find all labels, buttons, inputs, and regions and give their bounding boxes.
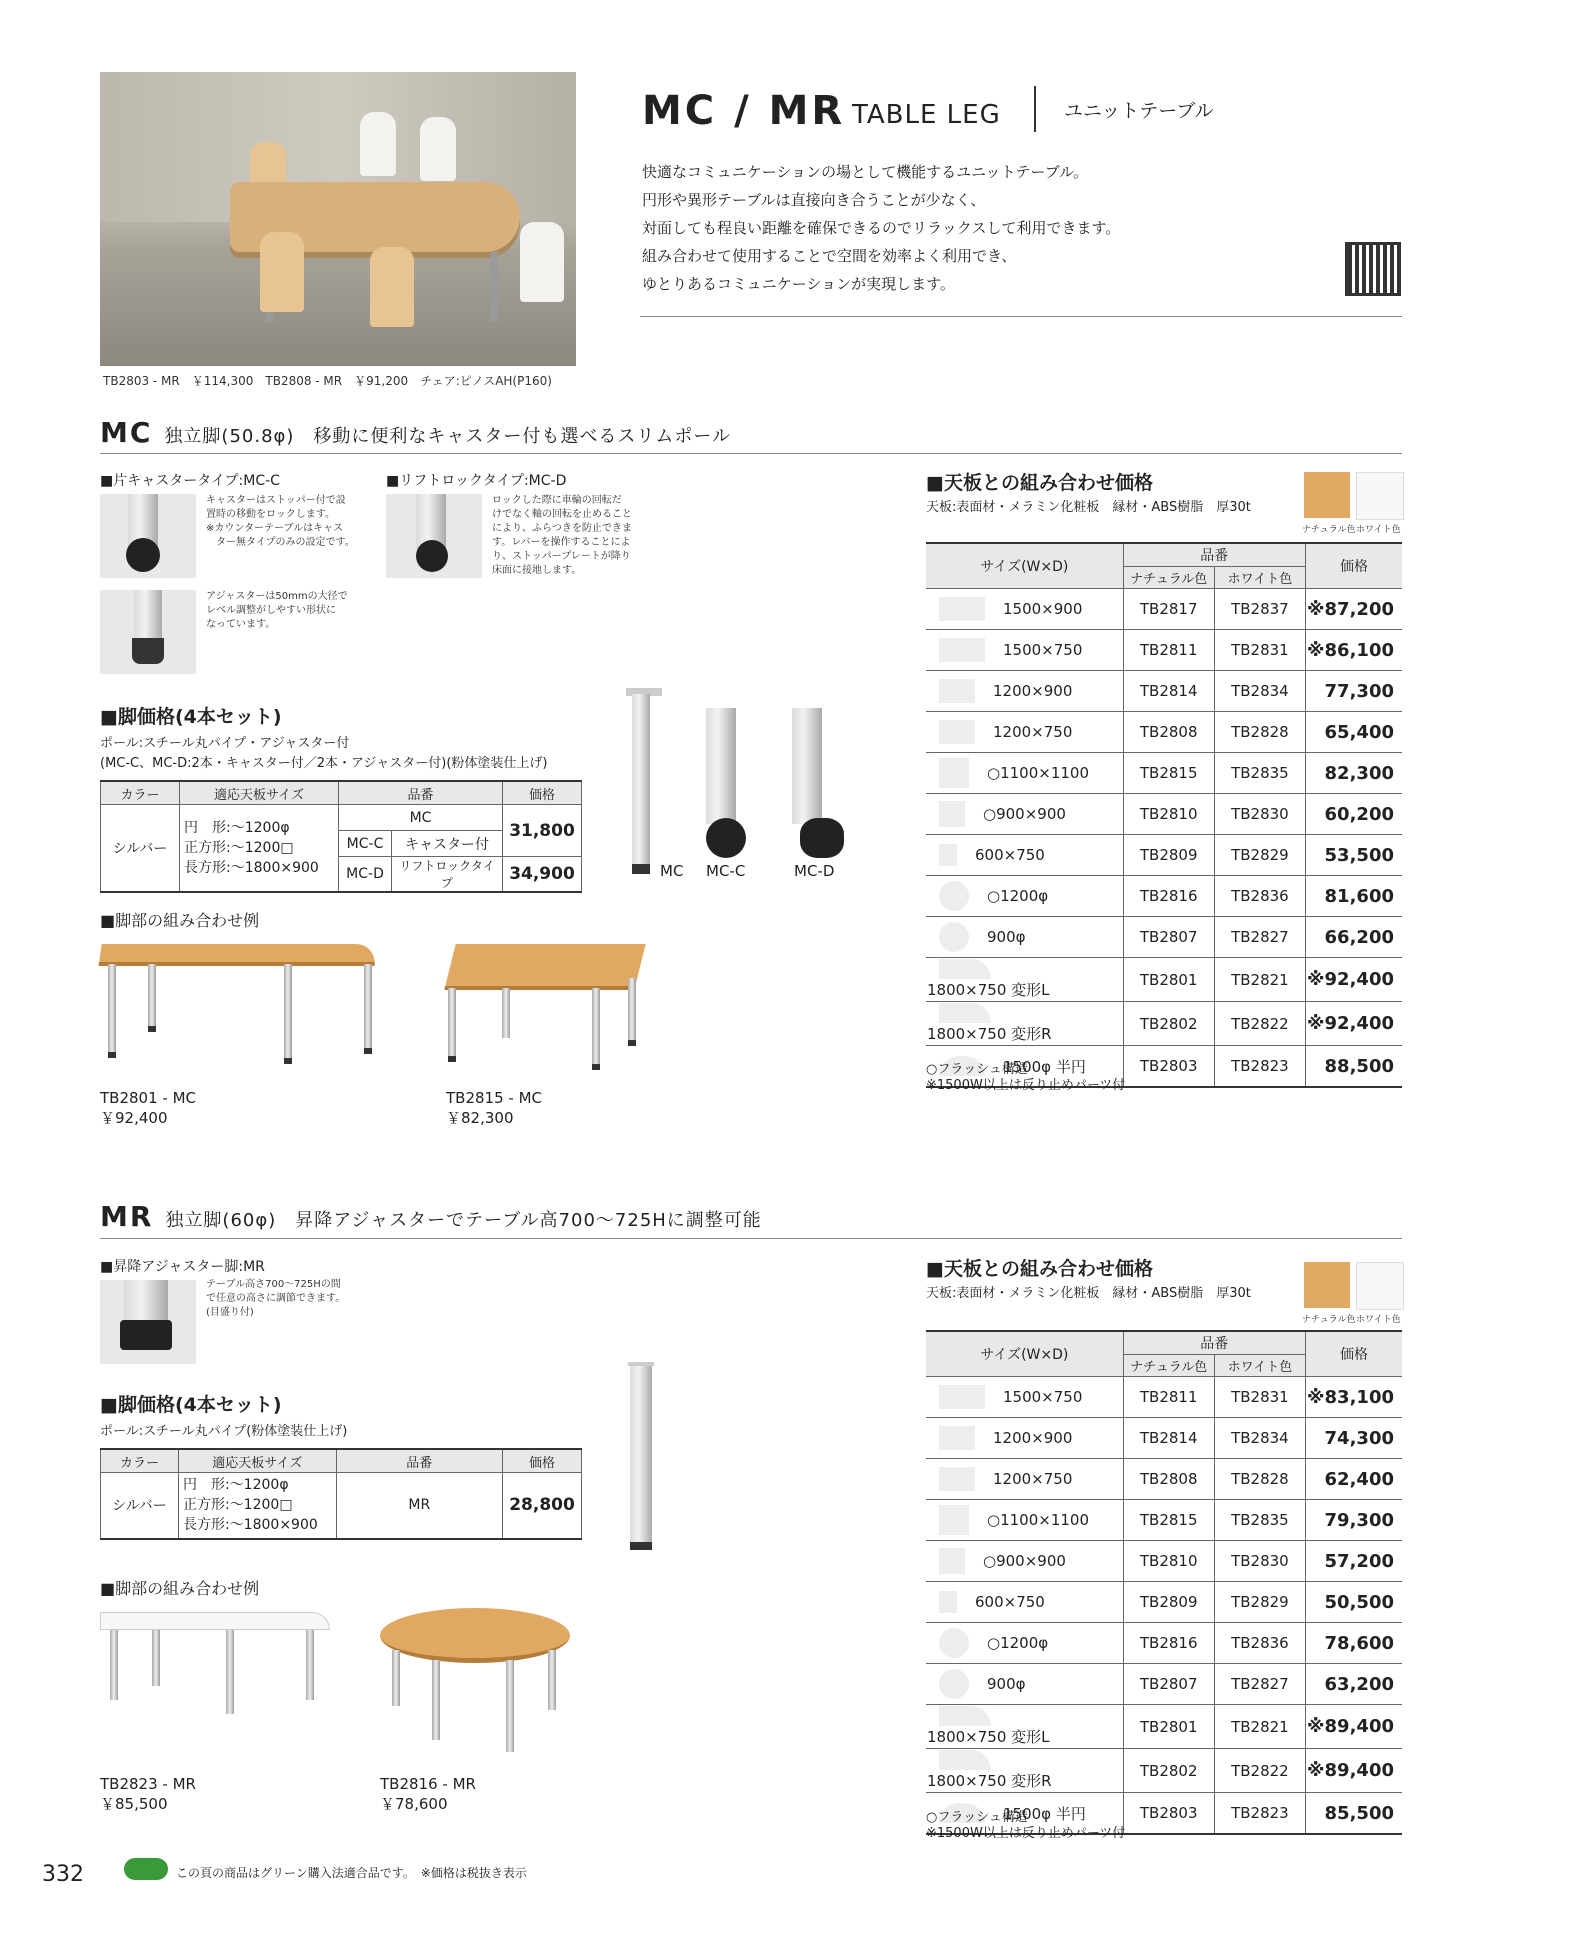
price-row <box>926 1002 1402 1046</box>
size-cell <box>926 1459 1123 1500</box>
mr-combo-title: ■脚部の組み合わせ例 <box>100 1579 260 1598</box>
shape-icon <box>939 1750 991 1770</box>
white-code: TB2827 <box>1214 917 1305 958</box>
color-cell: シルバー <box>101 805 180 893</box>
example-caption <box>380 1774 476 1814</box>
price-cell: ※86,100 <box>1306 630 1403 671</box>
natural-code: TB2811 <box>1123 630 1214 671</box>
natural-swatch-label: ナチュラル色 <box>1302 1315 1356 1325</box>
green-purchase-icon <box>124 1858 168 1880</box>
price-row <box>926 794 1402 835</box>
th-code: 品番 <box>336 1449 502 1473</box>
natural-code: TB2801 <box>1123 958 1214 1002</box>
white-code: TB2823 <box>1214 1046 1305 1088</box>
shape-icon <box>939 1591 957 1613</box>
price-cell: 88,500 <box>1306 1046 1403 1088</box>
size-cell: 円 形:～1200φ 正方形:～1200□ 長方形:～1800×900 <box>178 1473 336 1539</box>
color-cell: シルバー <box>101 1473 179 1539</box>
size-cell <box>926 1418 1123 1459</box>
price-row <box>926 630 1402 671</box>
white-code: TB2836 <box>1214 1623 1305 1664</box>
example-code: TB2815 - MC <box>446 1089 542 1107</box>
size-cell <box>926 835 1123 876</box>
mc-leg-price-table <box>100 780 582 893</box>
natural-code: TB2808 <box>1123 712 1214 753</box>
example-code: TB2816 - MR <box>380 1775 476 1793</box>
shape-icon <box>939 1706 991 1726</box>
th-code: 品番 <box>339 781 503 805</box>
example-caption <box>446 1088 542 1128</box>
white-code: TB2821 <box>1214 958 1305 1002</box>
description <box>642 158 1120 298</box>
price-row <box>926 1664 1402 1705</box>
size-cell <box>926 1664 1123 1705</box>
price-cell: 57,200 <box>1306 1541 1403 1582</box>
leg-label-mcc: MC-C <box>706 862 746 880</box>
size-label: ○900×900 <box>983 1552 1066 1570</box>
mc-leg-note1: ポール:スチール丸パイプ・アジャスター付 <box>100 736 350 751</box>
price-cell: 53,500 <box>1306 835 1403 876</box>
natural-code: TB2816 <box>1123 876 1214 917</box>
price-cell: 65,400 <box>1306 712 1403 753</box>
size-label: 1800×750 変形L <box>927 1728 1050 1746</box>
mr-adj-desc: テーブル高さ700～725Hの間 で任意の高さに調節できます。 (目盛り付) <box>206 1279 346 1318</box>
mc-price-table <box>926 542 1402 1088</box>
size-cell <box>926 630 1123 671</box>
natural-code: TB2810 <box>1123 1541 1214 1582</box>
price-row <box>926 1377 1402 1418</box>
natural-code: TB2802 <box>1123 1749 1214 1793</box>
size-cell <box>926 753 1123 794</box>
price-cell: ※83,100 <box>1306 1377 1403 1418</box>
price-row <box>926 958 1402 1002</box>
price-mcd: 34,900 <box>503 857 582 893</box>
th-white: ホワイト色 <box>1214 567 1305 589</box>
th-price: 価格 <box>503 781 582 805</box>
price-cell: ※89,400 <box>1306 1705 1403 1749</box>
white-code: TB2829 <box>1214 835 1305 876</box>
example-caption <box>100 1774 196 1814</box>
th-natural: ナチュラル色 <box>1123 567 1214 589</box>
leg-label-mcd: MC-D <box>794 862 835 880</box>
price-row <box>926 712 1402 753</box>
th-natural: ナチュラル色 <box>1123 1355 1214 1377</box>
price-row <box>926 589 1402 630</box>
natural-code: TB2815 <box>1123 753 1214 794</box>
shape-icon <box>939 1385 985 1409</box>
size-cell <box>926 1541 1123 1582</box>
mr-adj-label: ■昇降アジャスター脚:MR <box>100 1259 265 1275</box>
shape-icon <box>939 1426 975 1450</box>
th-size: 適応天板サイズ <box>180 781 339 805</box>
mc-section-title <box>100 416 731 449</box>
price-row <box>926 1749 1402 1793</box>
caster-photo <box>100 494 196 578</box>
model-mcc: MC-C <box>339 831 392 857</box>
size-label: 1800×750 変形L <box>927 981 1050 999</box>
price-cell: ※87,200 <box>1306 589 1403 630</box>
price-row <box>926 671 1402 712</box>
natural-code: TB2811 <box>1123 1377 1214 1418</box>
mr-title: 独立脚(60φ) 昇降アジャスターでテーブル高700～725Hに調整可能 <box>165 1210 762 1231</box>
price-cell: 60,200 <box>1306 794 1403 835</box>
example-tabletop <box>444 944 645 990</box>
th-color: カラー <box>101 1449 179 1473</box>
mr-leg-image <box>630 1366 652 1542</box>
price-cell: 77,300 <box>1306 671 1403 712</box>
size-label: 600×750 <box>975 1593 1045 1611</box>
th-price: 価格 <box>503 1449 582 1473</box>
natural-code: TB2814 <box>1123 1418 1214 1459</box>
white-swatch-label: ホワイト色 <box>1356 525 1401 535</box>
size-label: 1200×900 <box>993 682 1073 700</box>
example-tabletop <box>98 944 377 966</box>
price-cell: 66,200 <box>1306 917 1403 958</box>
model-mcc-desc: キャスター付 <box>392 831 503 857</box>
size-label: 1200×750 <box>993 723 1073 741</box>
mr-divider <box>100 1238 1402 1239</box>
th-size: サイズ(W×D) <box>926 1331 1123 1377</box>
adjuster-photo <box>100 590 196 674</box>
example-code: TB2823 - MR <box>100 1775 196 1793</box>
size-cell <box>926 1582 1123 1623</box>
size-label: 1800×750 変形R <box>927 1025 1052 1043</box>
mc-leg-price-title: ■脚価格(4本セット) <box>100 706 282 728</box>
footer-text: この頁の商品はグリーン購入法適合品です。 ※価格は税抜き表示 <box>176 1866 527 1880</box>
white-code: TB2836 <box>1214 876 1305 917</box>
white-swatch-label: ホワイト色 <box>1356 1315 1401 1325</box>
white-code: TB2831 <box>1214 1377 1305 1418</box>
size-cell <box>926 1749 1123 1793</box>
size-label: 1800×750 変形R <box>927 1772 1052 1790</box>
size-label: ○1100×1100 <box>987 764 1090 782</box>
chair <box>370 247 414 327</box>
example-code: TB2801 - MC <box>100 1089 196 1107</box>
shape-icon <box>939 1628 969 1658</box>
price-cell: 74,300 <box>1306 1418 1403 1459</box>
price-row <box>926 1582 1402 1623</box>
white-code: TB2821 <box>1214 1705 1305 1749</box>
product-photo <box>100 72 576 366</box>
natural-swatch-label: ナチュラル色 <box>1302 525 1356 535</box>
description-line: ゆとりあるコミュニケーションが実現します。 <box>642 275 955 293</box>
white-code: TB2830 <box>1214 1541 1305 1582</box>
mr-section-title <box>100 1200 762 1233</box>
price-row <box>926 753 1402 794</box>
size-label: 1200×750 <box>993 1470 1073 1488</box>
mr-code: MR <box>100 1200 154 1233</box>
white-code: TB2835 <box>1214 753 1305 794</box>
price-row <box>926 1500 1402 1541</box>
mr-leg-note: ポール:スチール丸パイプ(粉体塗装仕上げ) <box>100 1424 348 1439</box>
white-code: TB2822 <box>1214 1002 1305 1046</box>
size-cell: 円 形:～1200φ 正方形:～1200□ 長方形:～1800×900 <box>180 805 339 893</box>
natural-code: TB2809 <box>1123 835 1214 876</box>
leg-label-mc: MC <box>660 862 684 880</box>
natural-code: TB2802 <box>1123 1002 1214 1046</box>
natural-swatch <box>1304 1262 1350 1308</box>
mc-code: MC <box>100 416 153 449</box>
shape-icon <box>939 959 991 979</box>
price-cell: 81,600 <box>1306 876 1403 917</box>
price-cell: 62,400 <box>1306 1459 1403 1500</box>
header-divider <box>640 316 1402 317</box>
mr-price-table <box>926 1330 1402 1835</box>
size-label: ○1200φ <box>987 1634 1049 1652</box>
size-label: 1500φ 半円 <box>1003 1057 1086 1076</box>
adjuster-desc: アジャスターは50mmの大径で レベル調整がしやすい形状に なっています。 <box>206 591 348 630</box>
mr-price-title: ■天板との組み合わせ価格 <box>926 1258 1153 1280</box>
page-title-jp: ユニットテーブル <box>1064 100 1214 122</box>
model-mcd-desc: リフトロックタイプ <box>392 857 503 893</box>
price-cell: 82,300 <box>1306 753 1403 794</box>
size-label: 900φ <box>987 928 1026 946</box>
title-divider <box>1034 86 1036 132</box>
model-mr: MR <box>336 1473 502 1539</box>
natural-code: TB2807 <box>1123 917 1214 958</box>
mr-price-subtitle: 天板:表面材・メラミン化粧板 縁材・ABS樹脂 厚30t <box>926 1286 1251 1301</box>
mcd-caster <box>800 818 844 858</box>
natural-code: TB2814 <box>1123 671 1214 712</box>
size-cell <box>926 1623 1123 1664</box>
th-color: カラー <box>101 781 180 805</box>
white-code: TB2828 <box>1214 1459 1305 1500</box>
mcc-leg-image <box>706 708 736 824</box>
natural-code: TB2807 <box>1123 1664 1214 1705</box>
white-code: TB2837 <box>1214 589 1305 630</box>
example-tabletop <box>100 1612 330 1630</box>
page-number: 332 <box>42 1862 84 1887</box>
natural-code: TB2810 <box>1123 794 1214 835</box>
white-code: TB2831 <box>1214 630 1305 671</box>
model-mc: MC <box>339 805 503 831</box>
mc-combo-title: ■脚部の組み合わせ例 <box>100 911 260 930</box>
price-row <box>926 835 1402 876</box>
price-row <box>926 1705 1402 1749</box>
example-price: ￥78,600 <box>380 1795 448 1813</box>
price-cell: ※92,400 <box>1306 1002 1403 1046</box>
shape-icon <box>939 720 975 744</box>
mr-leg-price-title: ■脚価格(4本セット) <box>100 1394 282 1416</box>
mc-price-notes: ○フラッシュ構造 ※1500W以上は反り止めパーツ付 <box>926 1062 1126 1093</box>
mr-adjuster-photo <box>100 1280 196 1364</box>
price-cell: 50,500 <box>1306 1582 1403 1623</box>
size-label: 1500×750 <box>1003 641 1083 659</box>
natural-code: TB2809 <box>1123 1582 1214 1623</box>
description-line: 快適なコミュニケーションの場として機能するユニットテーブル。 <box>642 163 1088 181</box>
size-label: ○1200φ <box>987 887 1049 905</box>
mc-price-title: ■天板との組み合わせ価格 <box>926 472 1153 494</box>
th-code: 品番 <box>1123 1331 1305 1355</box>
mr-leg-price-table <box>100 1448 582 1540</box>
size-cell <box>926 589 1123 630</box>
th-size: 適応天板サイズ <box>178 1449 336 1473</box>
mc-d-desc: ロックした際に車輪の回転だ けでなく軸の回転を止めること により、ふらつきを防止できま す。レバーを操作することによ り、ストッパープレートが降り 床面に接地します。 <box>492 495 632 576</box>
natural-swatch <box>1304 472 1350 518</box>
white-code: TB2829 <box>1214 1582 1305 1623</box>
mc-c-label: ■片キャスタータイプ:MC-C <box>100 473 280 489</box>
price-mr: 28,800 <box>503 1473 582 1539</box>
example-caption <box>100 1088 196 1128</box>
size-cell <box>926 1002 1123 1046</box>
mc-c-desc: キャスターはストッパー付で設 置時の移動をロックします。 ※カウンターテーブルはキャス ター無タイプのみの設定です。 <box>206 495 355 548</box>
example-price: ￥82,300 <box>446 1109 514 1127</box>
chair <box>260 232 304 312</box>
shape-icon <box>939 1548 965 1574</box>
price-row <box>926 1418 1402 1459</box>
price-row <box>926 1541 1402 1582</box>
page-title: MC / MR <box>642 88 846 134</box>
price-cell: 85,500 <box>1306 1793 1403 1835</box>
size-label: 1500φ 半円 <box>1003 1804 1086 1823</box>
natural-code: TB2816 <box>1123 1623 1214 1664</box>
size-cell <box>926 712 1123 753</box>
size-cell <box>926 1377 1123 1418</box>
shape-icon <box>939 638 985 662</box>
example-price: ￥92,400 <box>100 1109 168 1127</box>
size-cell <box>926 671 1123 712</box>
mc-leg-foot <box>632 864 650 874</box>
price-row <box>926 917 1402 958</box>
shape-icon <box>939 597 985 621</box>
white-swatch <box>1356 1262 1404 1310</box>
white-code: TB2823 <box>1214 1793 1305 1835</box>
description-line: 対面しても程良い距離を確保できるのでリラックスして利用できます。 <box>642 219 1121 237</box>
white-code: TB2827 <box>1214 1664 1305 1705</box>
page-subtitle: TABLE LEG <box>852 100 1001 130</box>
natural-code: TB2815 <box>1123 1500 1214 1541</box>
chair <box>360 112 396 176</box>
white-code: TB2828 <box>1214 712 1305 753</box>
price-row <box>926 876 1402 917</box>
shape-icon <box>939 1003 991 1023</box>
th-white: ホワイト色 <box>1214 1355 1305 1377</box>
th-code: 品番 <box>1123 543 1305 567</box>
description-line: 円形や異形テーブルは直接向き合うことが少なく、 <box>642 191 986 209</box>
shape-icon <box>939 801 965 827</box>
th-size: サイズ(W×D) <box>926 543 1123 589</box>
white-code: TB2822 <box>1214 1749 1305 1793</box>
price-cell: 78,600 <box>1306 1623 1403 1664</box>
size-label: 600×750 <box>975 846 1045 864</box>
white-code: TB2830 <box>1214 794 1305 835</box>
size-cell <box>926 1500 1123 1541</box>
shape-icon <box>939 758 969 788</box>
natural-code: TB2803 <box>1123 1046 1214 1088</box>
price-cell: 79,300 <box>1306 1500 1403 1541</box>
mc-d-label: ■リフトロックタイプ:MC-D <box>386 473 567 489</box>
price-row <box>926 1459 1402 1500</box>
size-cell <box>926 917 1123 958</box>
size-label: 1500×750 <box>1003 1388 1083 1406</box>
size-label: 1500×900 <box>1003 600 1083 618</box>
example-tabletop <box>380 1608 570 1663</box>
white-code: TB2835 <box>1214 1500 1305 1541</box>
lift-lock-photo <box>386 494 482 578</box>
size-cell <box>926 794 1123 835</box>
size-label: ○900×900 <box>983 805 1066 823</box>
shape-icon <box>939 844 957 866</box>
shape-icon <box>939 679 975 703</box>
price-cell: ※89,400 <box>1306 1749 1403 1793</box>
size-cell <box>926 876 1123 917</box>
natural-code: TB2801 <box>1123 1705 1214 1749</box>
chair <box>420 117 456 181</box>
white-code: TB2834 <box>1214 1418 1305 1459</box>
mcd-leg-image <box>792 708 822 824</box>
example-price: ￥85,500 <box>100 1795 168 1813</box>
natural-code: TB2808 <box>1123 1459 1214 1500</box>
price-cell: 63,200 <box>1306 1664 1403 1705</box>
size-label: ○1100×1100 <box>987 1511 1090 1529</box>
mr-price-notes: ○フラッシュ構造 ※1500W以上は反り止めパーツ付 <box>926 1810 1126 1841</box>
white-swatch <box>1356 472 1404 520</box>
description-line: 組み合わせて使用することで空間を効率よく利用でき、 <box>642 247 1017 265</box>
qr-code-icon[interactable] <box>1345 242 1401 296</box>
th-price: 価格 <box>1306 543 1403 589</box>
mcc-caster <box>706 818 746 858</box>
price-row <box>926 1623 1402 1664</box>
natural-code: TB2817 <box>1123 589 1214 630</box>
size-label: 1200×900 <box>993 1429 1073 1447</box>
size-label: 900φ <box>987 1675 1026 1693</box>
photo-caption: TB2803 - MR ￥114,300 TB2808 - MR ￥91,200 チェア:ピノスAH(P160) <box>103 374 552 388</box>
white-code: TB2834 <box>1214 671 1305 712</box>
size-cell <box>926 1705 1123 1749</box>
mr-leg-foot <box>630 1542 652 1550</box>
chair <box>520 222 564 302</box>
model-mcd: MC-D <box>339 857 392 893</box>
price-mc: 31,800 <box>503 805 582 857</box>
shape-icon <box>939 922 969 952</box>
mc-divider <box>100 453 1402 454</box>
natural-code: TB2803 <box>1123 1793 1214 1835</box>
mc-price-subtitle: 天板:表面材・メラミン化粧板 縁材・ABS樹脂 厚30t <box>926 500 1251 515</box>
mc-title: 独立脚(50.8φ) 移動に便利なキャスター付も選べるスリムポール <box>164 426 732 447</box>
shape-icon <box>939 1669 969 1699</box>
th-price: 価格 <box>1306 1331 1403 1377</box>
shape-icon <box>939 1467 975 1491</box>
mc-leg-note2: (MC-C、MC-D:2本・キャスター付／2本・アジャスター付)(粉体塗装仕上げ) <box>100 756 548 771</box>
mc-leg-image <box>632 694 650 864</box>
price-cell: ※92,400 <box>1306 958 1403 1002</box>
size-cell <box>926 958 1123 1002</box>
shape-icon <box>939 1505 969 1535</box>
shape-icon <box>939 881 969 911</box>
